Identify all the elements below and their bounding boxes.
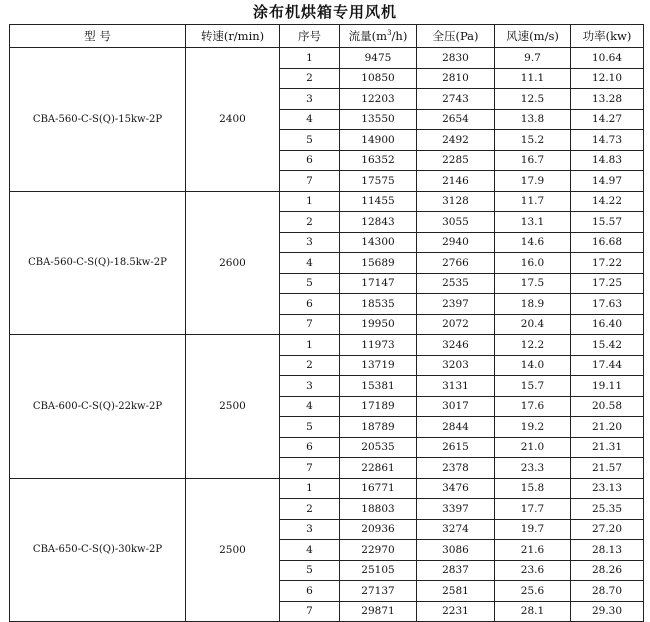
velocity-cell: 17.9 (495, 171, 571, 192)
pressure-cell: 3397 (417, 499, 495, 520)
velocity-cell: 17.7 (495, 499, 571, 520)
pressure-cell: 2397 (417, 294, 495, 315)
table-header (10, 25, 644, 48)
pressure-cell: 2743 (417, 89, 495, 110)
power-cell: 15.42 (571, 335, 644, 356)
seq-cell: 6 (280, 437, 340, 458)
pressure-cell: 3055 (417, 212, 495, 233)
header-row (10, 25, 644, 48)
pressure-cell: 3131 (417, 376, 495, 397)
flow-cell: 27137 (340, 581, 417, 602)
power-cell: 14.22 (571, 191, 644, 212)
pressure-cell: 3476 (417, 478, 495, 499)
speed-cell: 2600 (186, 191, 280, 335)
flow-cell: 11455 (340, 191, 417, 212)
power-cell: 13.28 (571, 89, 644, 110)
flow-cell: 10850 (340, 68, 417, 89)
table-row (10, 478, 644, 499)
pressure-cell: 3274 (417, 519, 495, 540)
seq-cell: 7 (280, 601, 340, 622)
flow-cell: 18803 (340, 499, 417, 520)
power-cell: 17.22 (571, 253, 644, 274)
velocity-cell: 23.3 (495, 458, 571, 479)
flow-cell: 15689 (340, 253, 417, 274)
velocity-cell: 11.1 (495, 68, 571, 89)
power-cell: 28.13 (571, 540, 644, 561)
header-power: 功率(kw) (571, 25, 644, 48)
flow-cell: 13550 (340, 109, 417, 130)
model-cell: CBA-650-C-S(Q)-30kw-2P (10, 478, 186, 622)
power-cell: 12.10 (571, 68, 644, 89)
seq-cell: 6 (280, 150, 340, 171)
seq-cell: 1 (280, 191, 340, 212)
flow-cell: 25105 (340, 560, 417, 581)
seq-cell: 6 (280, 581, 340, 602)
velocity-cell: 13.8 (495, 109, 571, 130)
pressure-cell: 2378 (417, 458, 495, 479)
seq-cell: 4 (280, 396, 340, 417)
flow-cell: 16771 (340, 478, 417, 499)
velocity-cell: 20.4 (495, 314, 571, 335)
power-cell: 28.26 (571, 560, 644, 581)
power-cell: 14.83 (571, 150, 644, 171)
velocity-cell: 9.7 (495, 48, 571, 69)
pressure-cell: 2285 (417, 150, 495, 171)
flow-cell: 22861 (340, 458, 417, 479)
flow-cell: 14900 (340, 130, 417, 151)
velocity-cell: 14.6 (495, 232, 571, 253)
seq-cell: 1 (280, 335, 340, 356)
seq-cell: 4 (280, 540, 340, 561)
seq-cell: 4 (280, 253, 340, 274)
seq-cell: 3 (280, 232, 340, 253)
speed-cell: 2500 (186, 478, 280, 622)
seq-cell: 6 (280, 294, 340, 315)
pressure-cell: 2492 (417, 130, 495, 151)
seq-cell: 5 (280, 273, 340, 294)
seq-cell: 4 (280, 109, 340, 130)
pressure-cell: 2581 (417, 581, 495, 602)
velocity-cell: 15.7 (495, 376, 571, 397)
flow-cell: 15381 (340, 376, 417, 397)
seq-cell: 7 (280, 171, 340, 192)
power-cell: 20.58 (571, 396, 644, 417)
pressure-cell: 2810 (417, 68, 495, 89)
pressure-cell: 3203 (417, 355, 495, 376)
seq-cell: 1 (280, 48, 340, 69)
velocity-cell: 15.2 (495, 130, 571, 151)
table-row (10, 335, 644, 356)
velocity-cell: 12.2 (495, 335, 571, 356)
table-row (10, 191, 644, 212)
speed-cell: 2500 (186, 335, 280, 479)
pressure-cell: 2072 (417, 314, 495, 335)
power-cell: 17.44 (571, 355, 644, 376)
power-cell: 19.11 (571, 376, 644, 397)
flow-cell: 17147 (340, 273, 417, 294)
header-flow-prefix: 流量(m (348, 29, 388, 43)
velocity-cell: 11.7 (495, 191, 571, 212)
velocity-cell: 13.1 (495, 212, 571, 233)
flow-cell: 11973 (340, 335, 417, 356)
seq-cell: 5 (280, 560, 340, 581)
seq-cell: 2 (280, 212, 340, 233)
header-model: 型 号 (10, 25, 186, 48)
flow-cell: 22970 (340, 540, 417, 561)
header-speed: 转速(r/min) (186, 25, 280, 48)
power-cell: 17.63 (571, 294, 644, 315)
pressure-cell: 3086 (417, 540, 495, 561)
velocity-cell: 17.5 (495, 273, 571, 294)
flow-cell: 13719 (340, 355, 417, 376)
fan-spec-table (9, 24, 644, 622)
seq-cell: 1 (280, 478, 340, 499)
model-cell: CBA-600-C-S(Q)-22kw-2P (10, 335, 186, 479)
header-flow-sup: 3 (387, 29, 392, 38)
pressure-cell: 2146 (417, 171, 495, 192)
flow-cell: 20535 (340, 437, 417, 458)
pressure-cell: 2844 (417, 417, 495, 438)
velocity-cell: 12.5 (495, 89, 571, 110)
power-cell: 17.25 (571, 273, 644, 294)
power-cell: 16.40 (571, 314, 644, 335)
pressure-cell: 3128 (417, 191, 495, 212)
flow-cell: 16352 (340, 150, 417, 171)
velocity-cell: 21.6 (495, 540, 571, 561)
power-cell: 21.57 (571, 458, 644, 479)
power-cell: 14.73 (571, 130, 644, 151)
power-cell: 10.64 (571, 48, 644, 69)
velocity-cell: 16.7 (495, 150, 571, 171)
seq-cell: 2 (280, 355, 340, 376)
velocity-cell: 19.2 (495, 417, 571, 438)
velocity-cell: 14.0 (495, 355, 571, 376)
power-cell: 29.30 (571, 601, 644, 622)
header-pressure: 全压(Pa) (417, 25, 495, 48)
power-cell: 14.27 (571, 109, 644, 130)
header-flow (340, 25, 417, 48)
seq-cell: 2 (280, 68, 340, 89)
power-cell: 21.20 (571, 417, 644, 438)
table-row (10, 48, 644, 69)
seq-cell: 7 (280, 314, 340, 335)
seq-cell: 5 (280, 417, 340, 438)
power-cell: 14.97 (571, 171, 644, 192)
seq-cell: 2 (280, 499, 340, 520)
power-cell: 21.31 (571, 437, 644, 458)
power-cell: 27.20 (571, 519, 644, 540)
power-cell: 15.57 (571, 212, 644, 233)
pressure-cell: 2837 (417, 560, 495, 581)
pressure-cell: 3017 (417, 396, 495, 417)
velocity-cell: 21.0 (495, 437, 571, 458)
speed-cell: 2400 (186, 48, 280, 192)
velocity-cell: 19.7 (495, 519, 571, 540)
flow-cell: 12203 (340, 89, 417, 110)
model-cell: CBA-560-C-S(Q)-15kw-2P (10, 48, 186, 192)
document-title: 涂布机烘箱专用风机 (252, 3, 397, 21)
flow-cell: 14300 (340, 232, 417, 253)
velocity-cell: 17.6 (495, 396, 571, 417)
power-cell: 25.35 (571, 499, 644, 520)
power-cell: 16.68 (571, 232, 644, 253)
flow-cell: 18535 (340, 294, 417, 315)
power-cell: 23.13 (571, 478, 644, 499)
pressure-cell: 2766 (417, 253, 495, 274)
pressure-cell: 2231 (417, 601, 495, 622)
pressure-cell: 2940 (417, 232, 495, 253)
seq-cell: 3 (280, 89, 340, 110)
flow-cell: 18789 (340, 417, 417, 438)
velocity-cell: 23.6 (495, 560, 571, 581)
pressure-cell: 2615 (417, 437, 495, 458)
velocity-cell: 25.6 (495, 581, 571, 602)
flow-cell: 17575 (340, 171, 417, 192)
velocity-cell: 16.0 (495, 253, 571, 274)
flow-cell: 20936 (340, 519, 417, 540)
seq-cell: 5 (280, 130, 340, 151)
seq-cell: 3 (280, 376, 340, 397)
velocity-cell: 18.9 (495, 294, 571, 315)
pressure-cell: 2654 (417, 109, 495, 130)
flow-cell: 9475 (340, 48, 417, 69)
flow-cell: 17189 (340, 396, 417, 417)
header-velocity: 风速(m/s) (495, 25, 571, 48)
flow-cell: 19950 (340, 314, 417, 335)
seq-cell: 3 (280, 519, 340, 540)
velocity-cell: 15.8 (495, 478, 571, 499)
pressure-cell: 2535 (417, 273, 495, 294)
header-flow-suffix: /h) (391, 29, 408, 43)
seq-cell: 7 (280, 458, 340, 479)
flow-cell: 12843 (340, 212, 417, 233)
velocity-cell: 28.1 (495, 601, 571, 622)
model-cell: CBA-560-C-S(Q)-18.5kw-2P (10, 191, 186, 335)
power-cell: 28.70 (571, 581, 644, 602)
flow-cell: 29871 (340, 601, 417, 622)
pressure-cell: 3246 (417, 335, 495, 356)
pressure-cell: 2830 (417, 48, 495, 69)
header-seq: 序号 (280, 25, 340, 48)
table-body (10, 48, 644, 622)
